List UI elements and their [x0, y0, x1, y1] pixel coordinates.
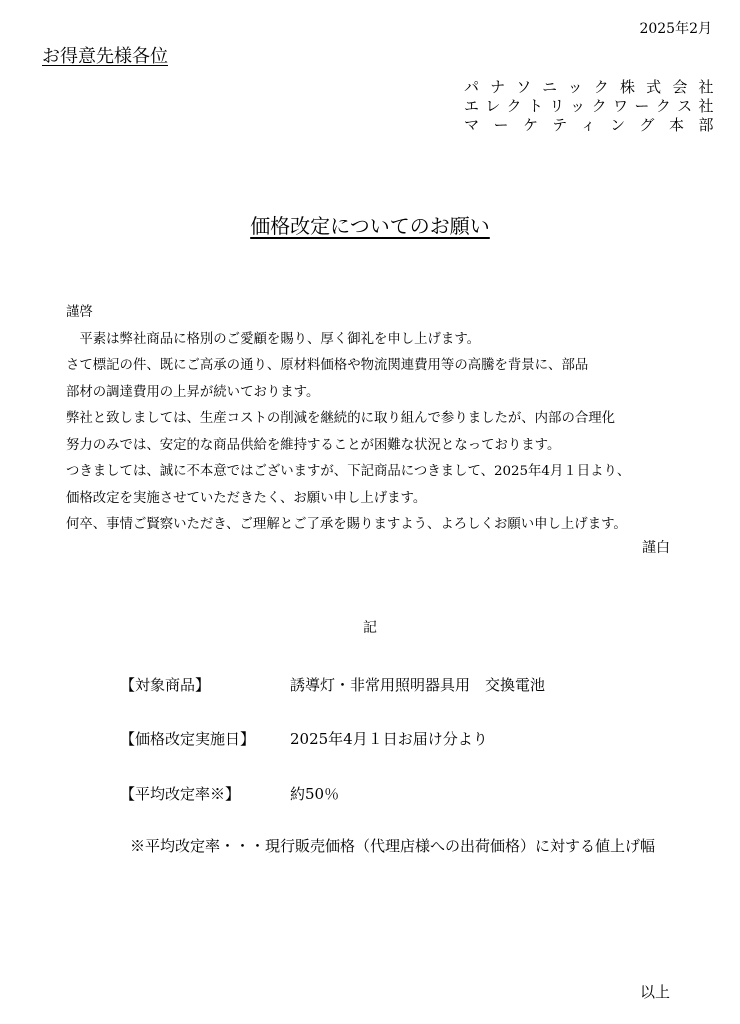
- body-line: 部材の調達費用の上昇が続いております。: [66, 384, 320, 400]
- closing-kinpaku: 謹白: [642, 540, 670, 556]
- item-label-average-rate: 【平均改定率※】: [120, 785, 241, 803]
- sender-division: エレクトリックワークス社: [464, 97, 714, 115]
- item-label-effective-date: 【価格改定実施日】: [120, 730, 256, 748]
- sender-company: パナソニック株式会社: [464, 78, 714, 96]
- document-title: 価格改定についてのお願い: [250, 214, 490, 238]
- document-title-wrap: [0, 210, 740, 239]
- item-value-average-rate: 約50％: [290, 785, 340, 803]
- body-line: 努力のみでは、安定的な商品供給を維持することが困難な状況となっております。: [66, 437, 561, 453]
- body-line: 平素は弊社商品に格別のご愛顧を賜り、厚く御礼を申し上げます。: [79, 331, 481, 347]
- item-value-effective-date: 2025年4月１日お届け分より: [290, 730, 488, 748]
- rate-note: ※平均改定率・・・現行販売価格（代理店様への出荷価格）に対する値上げ幅: [130, 837, 656, 855]
- body-line: 価格改定を実施させていただきたく、お願い申し上げます。: [66, 490, 427, 506]
- sender-department: マーケティング本部: [464, 116, 714, 134]
- body-line: 弊社と致しましては、生産コストの削減を継続的に取り組んで参りましたが、内部の合理化: [66, 411, 616, 426]
- body-line: 何卒、事情ご賢察いただき、ご理解とご了承を賜りますよう、よろしくお願い申し上げます。: [66, 517, 627, 532]
- item-value-target-product: 誘導灯・非常用照明器具用 交換電池: [290, 676, 546, 694]
- letter-body: [66, 300, 666, 539]
- body-line: つきましては、誠に不本意ではございますが、下記商品につきまして、2025年4月１日より、: [66, 464, 631, 479]
- body-line: さて標記の件、既にご高承の通り、原材料価格や物流関連費用等の高騰を背景に、部品: [66, 358, 589, 373]
- salutation: 謹啓: [66, 305, 93, 320]
- details-heading: 記: [363, 620, 377, 636]
- document-date: 2025年2月: [639, 21, 712, 37]
- item-label-target-product: 【対象商品】: [120, 676, 211, 694]
- sender-block: [464, 78, 714, 135]
- recipient: お得意先様各位: [42, 46, 168, 67]
- end-mark: 以上: [639, 983, 670, 1001]
